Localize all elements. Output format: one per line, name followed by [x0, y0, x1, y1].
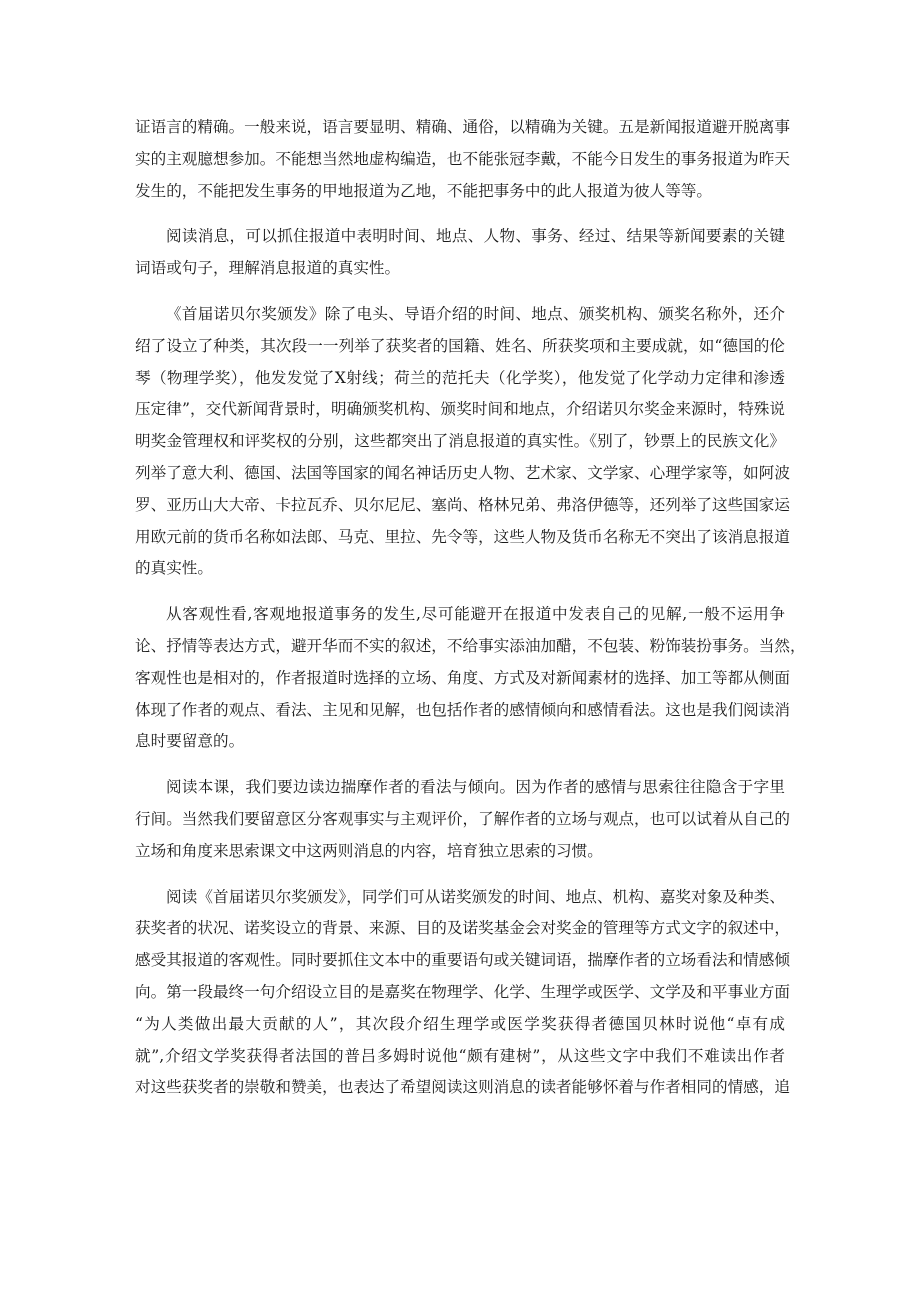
text-line: 压定律”，交代新闻背景时，明确颁奖机构、颁奖时间和地点，介绍诺贝尔奖金来源时，特殊说 [135, 400, 785, 419]
text-line: 绍了设立了种类，其次段一一列举了获奖者的国籍、姓名、所获奖项和主要成就，如“德国的伦 [135, 336, 785, 355]
text-line: 就”,介绍文学奖获得者法国的普吕多姆时说他“颇有建树”，从这些文字中我们不难读出作者 [135, 1046, 785, 1065]
text-line: 向。第一段最终一句介绍设立目的是嘉奖在物理学、化学、生理学或医学、文学及和平事业方面 [135, 982, 790, 1001]
paragraph-2 [135, 221, 785, 285]
paragraph-3 [135, 299, 790, 585]
text-line: 阅读消息，可以抓住报道中表明时间、地点、人物、事务、经过、结果等新闻要素的关键 [166, 227, 785, 246]
text-line: 对这些获奖者的崇敬和赞美，也表达了希望阅读这则消息的读者能够怀着与作者相同的情感，追 [135, 1078, 790, 1097]
text-line: 阅读《首届诺贝尔奖颁发》，同学们可从诺奖颁发的时间、地点、机构、嘉奖对象及种类、 [166, 887, 785, 906]
paragraph-1 [135, 112, 790, 207]
text-line: “为人类做出最大贡献的人”，其次段介绍生理学或医学奖获得者德国贝林时说他“卓有成 [135, 1014, 785, 1033]
text-line: 实的主观臆想参加。不能想当然地虚构编造，也不能张冠李戴，不能今日发生的事务报道为昨天 [135, 149, 790, 168]
text-line: 客观性也是相对的，作者报道时选择的立场、角度、方式及对新闻素材的选择、加工等都从侧面 [135, 668, 790, 687]
text-line: 琴（物理学奖），他发发觉了X射线；荷兰的范托夫（化学奖），他发觉了化学动力定律和渗透 [135, 368, 785, 387]
body-text [135, 112, 806, 1104]
text-line: 列举了意大利、德国、法国等国家的闻名神话历史人物、艺术家、文学家、心理学家等，如阿波 [135, 463, 790, 482]
text-line: 《首届诺贝尔奖颁发》除了电头、导语介绍的时间、地点、颁奖机构、颁奖名称外，还介 [166, 304, 785, 323]
text-line: 论、抒情等表达方式，避开华而不实的叙述，不给事实添油加醋，不包装、粉饰装扮事务。当然， [135, 636, 806, 655]
paragraph-6 [135, 882, 790, 1105]
text-line: 立场和角度来思索课文中这两则消息的内容，培育独立思索的习惯。 [135, 841, 603, 860]
text-line: 罗、亚历山大大帝、卡拉瓦乔、贝尔尼尼、塞尚、格林兄弟、弗洛伊德等，还列举了这些国家运 [135, 495, 790, 514]
text-line: 行间。当然我们要留意区分客观事实与主观评价，了解作者的立场与观点，也可以试着从自己的 [135, 809, 790, 828]
text-line: 息时要留意的。 [135, 732, 245, 751]
text-line: 发生的，不能把发生事务的甲地报道为乙地，不能把事务中的此人报道为彼人等等。 [135, 181, 712, 200]
paragraph-5 [135, 772, 790, 867]
text-line: 词语或句子，理解消息报道的真实性。 [135, 259, 401, 278]
text-line: 阅读本课，我们要边读边揣摩作者的看法与倾向。因为作者的感情与思索往往隐含于字里 [166, 778, 785, 797]
text-line: 感受其报道的客观性。同时要抓住文本中的重要语句或关键词语，揣摩作者的立场看法和情感倾 [135, 951, 790, 970]
text-line: 获奖者的状况、诺奖设立的背景、来源、目的及诺奖基金会对奖金的管理等方式文字的叙述中， [135, 919, 790, 938]
text-line: 证语言的精确。一般来说，语言要显明、精确、通俗，以精确为关键。五是新闻报道避开脱离事 [135, 118, 790, 136]
text-line: 的真实性。 [135, 559, 213, 578]
text-line: 体现了作者的观点、看法、主见和见解，也包括作者的感情倾向和感情看法。这也是我们阅读消 [135, 700, 790, 719]
paragraph-4 [135, 599, 806, 758]
text-line: 明奖金管理权和评奖权的分别，这些都突出了消息报道的真实性。《别了，钞票上的民族文化》 [135, 432, 785, 451]
text-line: 用欧元前的货币名称如法郎、马克、里拉、先令等，这些人物及货币名称无不突出了该消息报道 [135, 527, 790, 546]
text-line: 从客观性看,客观地报道事务的发生,尽可能避开在报道中发表自己的见解,一般不运用争 [166, 605, 785, 624]
